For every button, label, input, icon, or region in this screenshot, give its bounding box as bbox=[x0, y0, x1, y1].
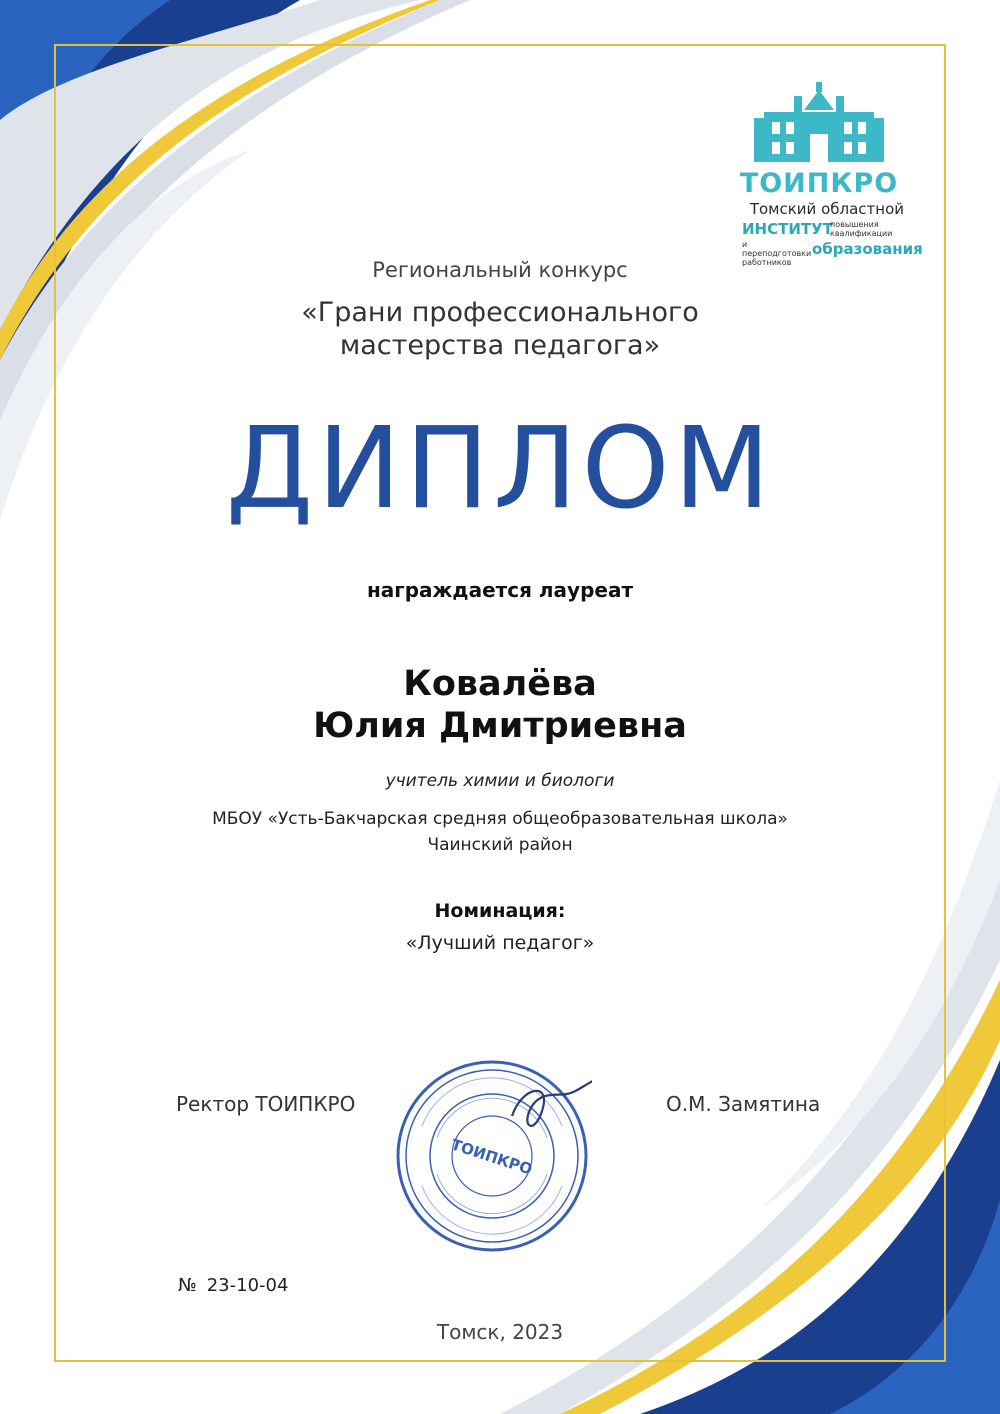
contest-name-line2: мастерства педагога» bbox=[339, 330, 661, 361]
diploma-title: ДИПЛОМ bbox=[225, 404, 775, 534]
place-year: Томск, 2023 bbox=[436, 1320, 564, 1344]
seal-center-text: ТОИПКРО bbox=[448, 1135, 535, 1179]
logo-qualification-text: повышения квалификации bbox=[830, 220, 893, 238]
logo-abbreviation: ТОИПКРО bbox=[739, 168, 899, 199]
recipient-district: Чаинский район bbox=[427, 835, 573, 855]
document-number-value: 23-10-04 bbox=[206, 1275, 289, 1296]
document-number bbox=[178, 1275, 288, 1296]
logo-education-text: образования bbox=[812, 240, 923, 258]
nomination-value: «Лучший педагог» bbox=[405, 932, 595, 954]
toipkro-logo bbox=[734, 82, 923, 267]
recipient-position: учитель химии и биологи bbox=[385, 771, 615, 791]
document-number-label: № bbox=[178, 1275, 197, 1296]
logo-region-text: Томский областной bbox=[749, 200, 904, 218]
signatory-title: Ректор ТОИПКРО bbox=[176, 1092, 356, 1116]
recipient-given-names: Юлия Дмитриевна bbox=[313, 706, 687, 746]
recipient-organization-block bbox=[0, 806, 1000, 858]
contest-name bbox=[0, 296, 1000, 362]
nomination-label: Номинация: bbox=[434, 900, 566, 922]
contest-label: Региональный конкурс bbox=[372, 258, 628, 282]
logo-retraining-text: и переподготовки работников bbox=[742, 240, 812, 267]
recipient-surname: Ковалёва bbox=[403, 664, 597, 704]
recipient-organization: МБОУ «Усть-Бакчарская средняя общеобразовательная школа» bbox=[212, 809, 788, 829]
signatory-name: О.М. Замятина bbox=[666, 1092, 821, 1116]
awarded-text: награждается лауреат bbox=[366, 578, 634, 602]
contest-name-line1: «Грани профессионального bbox=[301, 297, 699, 328]
official-seal bbox=[392, 1056, 592, 1256]
recipient-name bbox=[0, 663, 1000, 747]
logo-institute-text: ИНСТИТУТ bbox=[742, 220, 833, 238]
building-icon bbox=[734, 82, 904, 166]
